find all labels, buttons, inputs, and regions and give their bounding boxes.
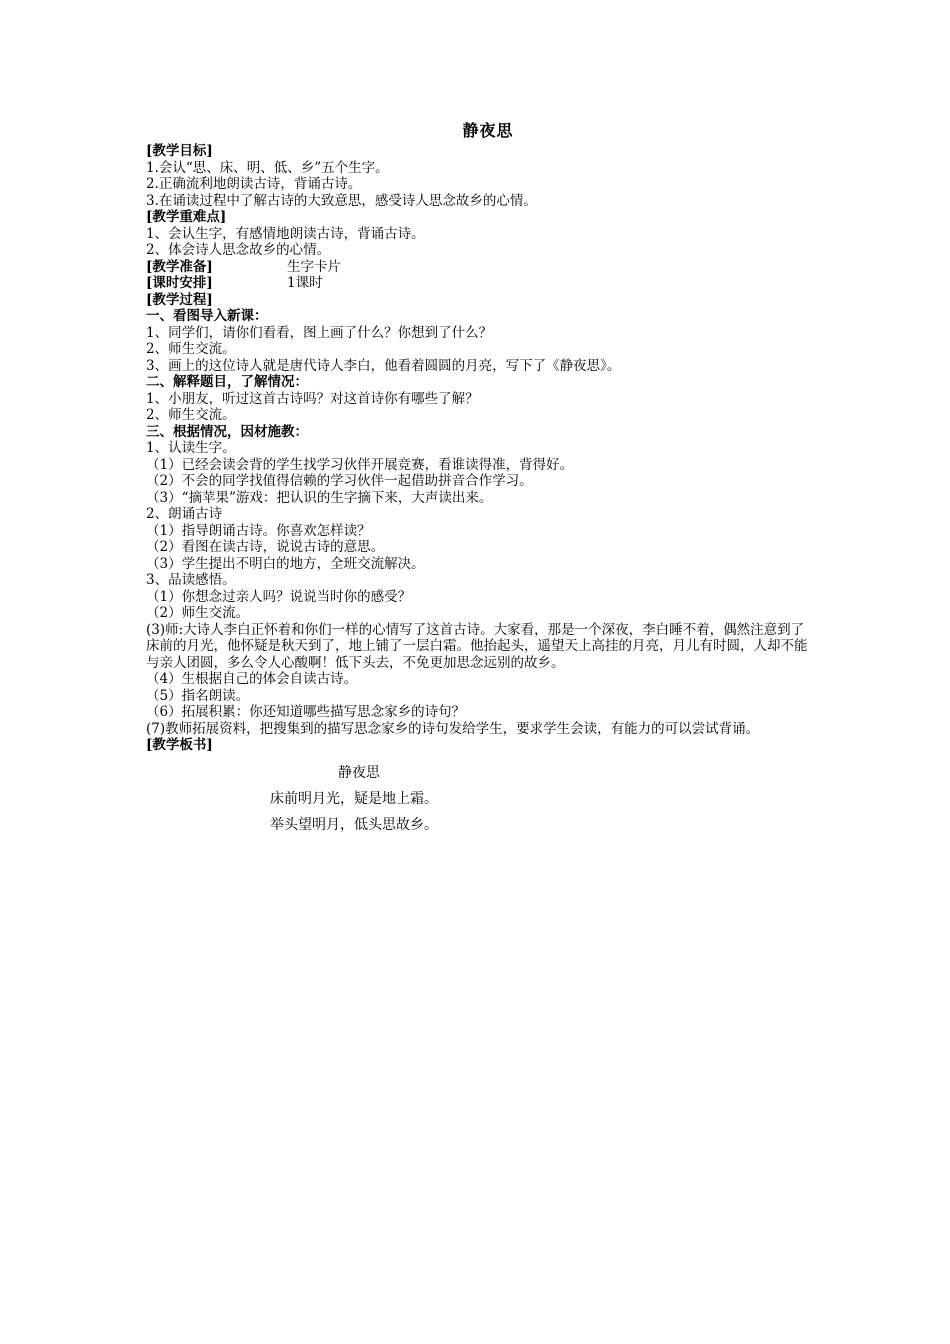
list-item: （1）指导朗诵古诗。你喜欢怎样读？ bbox=[146, 522, 371, 539]
document-page bbox=[146, 118, 816, 838]
paragraph: (7)教师拓展资料，把搜集到的描写思念家乡的诗句发给学生，要求学生会读，有能力的可以尝试背诵。 bbox=[146, 720, 760, 737]
part3-heading: 三、根据情况，因材施教： bbox=[146, 423, 308, 440]
list-item: （3）学生提出不明白的地方，全班交流解决。 bbox=[146, 555, 425, 572]
part2-heading: 二、解释题目，了解情况： bbox=[146, 374, 308, 390]
list-item: 2.正确流利地朗读古诗，背诵古诗。 bbox=[146, 176, 362, 192]
time-row bbox=[146, 275, 816, 292]
list-item: 3.在诵读过程中了解古诗的大致意思，感受诗人思念故乡的心情。 bbox=[146, 192, 537, 209]
goals-heading: [教学目标] bbox=[146, 143, 213, 159]
list-item: 1、小朋友，听过这首古诗吗？对这首诗你有哪些了解？ bbox=[146, 390, 479, 407]
poem-line: 床前明月光，疑是地上霜。 bbox=[270, 790, 438, 807]
time-value: 1课时 bbox=[287, 275, 323, 291]
prep-heading: [教学准备] bbox=[146, 258, 213, 275]
list-item: 2、师生交流。 bbox=[146, 341, 236, 357]
paragraph: (3)师:大诗人李白正怀着和你们一样的心情写了这首古诗。大家看，那是一个深夜，李白睡不着，偶然注意到了床前的月光，他怀疑是秋天到了，地上铺了一层白霜。他抬起头，遥望天上高挂的月亮，月儿有时圆，人却不能与亲人团圆，多么令人心酸啊！低下头去，不免更加思念远别的故乡。 bbox=[146, 621, 808, 671]
key-heading: [教学重难点] bbox=[146, 209, 227, 225]
list-item: 2、体会诗人思念故乡的心情。 bbox=[146, 242, 331, 258]
list-item: （2）师生交流。 bbox=[146, 605, 250, 621]
board-heading: [教学板书] bbox=[146, 737, 213, 753]
blackboard-poem bbox=[146, 760, 816, 838]
list-item: 3、画上的这位诗人就是唐代诗人李白，他看着圆圆的月亮，写下了《静夜思》。 bbox=[146, 357, 621, 374]
list-item: （6）拓展积累：你还知道哪些描写思念家乡的诗句？ bbox=[146, 704, 466, 720]
list-item: 1.会认“思、床、明、低、乡”五个生字。 bbox=[146, 159, 389, 176]
poem-line: 举头望明月，低头思故乡。 bbox=[270, 816, 438, 833]
list-item: 1、会认生字，有感情地朗读古诗，背诵古诗。 bbox=[146, 225, 425, 242]
list-item: 1、认读生字。 bbox=[146, 440, 236, 456]
list-item: （1）已经会读会背的学生找学习伙伴开展竞赛，看谁读得准，背得好。 bbox=[146, 456, 574, 473]
list-item: 3、品读感悟。 bbox=[146, 572, 236, 588]
prep-value: 生字卡片 bbox=[287, 258, 341, 275]
list-item: （2）不会的同学找值得信赖的学习伙伴一起借助拼音合作学习。 bbox=[146, 473, 533, 489]
list-item: （2）看图在读古诗，说说古诗的意思。 bbox=[146, 539, 385, 555]
part1-heading: 一、看图导入新课： bbox=[146, 308, 268, 324]
list-item: （3）“摘苹果”游戏：把认识的生字摘下来，大声读出来。 bbox=[146, 489, 493, 506]
list-item: （5）指名朗读。 bbox=[146, 687, 250, 704]
document-title: 静夜思 bbox=[462, 121, 514, 140]
list-item: （1）你想念过亲人吗？说说当时你的感受？ bbox=[146, 588, 412, 605]
list-item: （4）生根据自己的体会自读古诗。 bbox=[146, 671, 358, 687]
list-item: 2、朗诵古诗 bbox=[146, 506, 223, 522]
process-heading: [教学过程] bbox=[146, 291, 213, 308]
board-title: 静夜思 bbox=[338, 764, 380, 781]
prep-row bbox=[146, 259, 816, 276]
list-item: 1、同学们，请你们看看，图上画了什么？你想到了什么？ bbox=[146, 324, 493, 341]
list-item: 2、师生交流。 bbox=[146, 407, 236, 423]
time-heading: [课时安排] bbox=[146, 275, 213, 291]
